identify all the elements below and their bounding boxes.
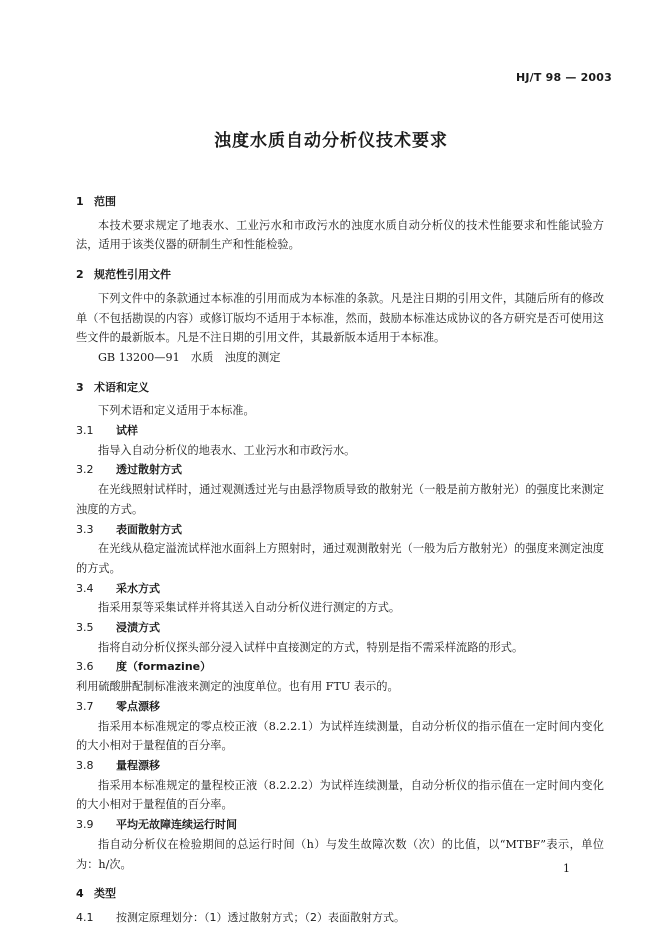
term-title: 采水方式 — [116, 581, 160, 595]
document-body — [76, 186, 604, 928]
term-definition: 利用硫酸肼配制标准液来测定的浊度单位。也有用 FTU 表示的。 — [76, 680, 399, 694]
term-number: 3.6 — [76, 660, 94, 674]
normative-reference: GB 13200—91 水质 浊度的测定 — [98, 350, 281, 364]
term-title: 透过散射方式 — [116, 463, 182, 477]
term-heading — [76, 421, 604, 441]
term-definition: 指采用泵等采集试样并将其送入自动分析仪进行测定的方式。 — [98, 601, 401, 615]
term-number: 3.3 — [76, 522, 94, 536]
term-number: 3.7 — [76, 699, 94, 713]
section-title: 规范性引用文件 — [94, 268, 171, 282]
term-definition: 指采用本标准规定的量程校正液（8.2.2.2）为试样连续测量，自动分析仪的指示值在一定时间内变化的大小相对于量程值的百分率。 — [76, 778, 604, 812]
section-3-heading — [76, 378, 604, 398]
clause-text: 按测定原理划分：（1）透过散射方式；（2）表面散射方式。 — [116, 910, 405, 924]
term-definition: 指导入自动分析仪的地表水、工业污水和市政污水。 — [98, 443, 356, 457]
section-1-heading — [76, 192, 604, 212]
term-title: 度（formazine） — [116, 660, 212, 674]
paragraph: 本技术要求规定了地表水、工业污水和市政污水的浊度水质自动分析仪的技术性能要求和性能试验方法，适用于该类仪器的研制生产和性能检验。 — [76, 218, 604, 252]
term-title: 试样 — [116, 424, 138, 438]
section-number: 2 — [76, 268, 84, 282]
term-number: 3.1 — [76, 424, 94, 438]
term-heading — [76, 697, 604, 717]
document-title: 浊度水质自动分析仪技术要求 — [214, 131, 448, 151]
term-definition: 指将自动分析仪探头部分浸入试样中直接测定的方式，特别是指不需采样流路的形式。 — [98, 640, 524, 654]
section-number: 1 — [76, 195, 84, 208]
term-number: 3.9 — [76, 818, 94, 832]
term-number: 3.2 — [76, 463, 94, 477]
clause — [76, 908, 604, 928]
term-heading — [76, 756, 604, 776]
term-heading — [76, 520, 604, 540]
term-heading — [76, 657, 604, 677]
paragraph: 下列文件中的条款通过本标准的引用而成为本标准的条款。凡是注日期的引用文件，其随后所有的修改单（不包括勘误的内容）或修订版均不适用于本标准，然而，鼓励本标准达成协议的各方研究是否可使用这些文件的最新版本。凡是不注日期的引用文件，其最新版本适用于本标准。 — [76, 291, 604, 345]
term-title: 浸渍方式 — [116, 621, 160, 635]
term-title: 平均无故障连续运行时间 — [116, 818, 237, 832]
term-title: 零点漂移 — [116, 699, 160, 713]
term-number: 3.8 — [76, 758, 94, 772]
paragraph: 下列术语和定义适用于本标准。 — [98, 404, 255, 418]
term-heading — [76, 579, 604, 599]
term-heading — [76, 460, 604, 480]
term-definition: 指自动分析仪在检验期间的总运行时间（h）与发生故障次数（次）的比值，以“MTBF”表示，单位为：h/次。 — [76, 837, 604, 871]
clause-number: 4.1 — [76, 910, 94, 924]
term-definition: 在光线照射试样时，通过观测透过光与由悬浮物质导致的散射光（一般是前方散射光）的强度比来测定浊度的方式。 — [76, 483, 604, 516]
term-heading — [76, 618, 604, 638]
term-definition: 在光线从稳定溢流试样池水面斜上方照射时，通过观测散射光（一般为后方散射光）的强度来测定浊度的方式。 — [76, 542, 604, 575]
term-title: 表面散射方式 — [116, 522, 182, 536]
term-heading — [76, 815, 604, 835]
page-number: 1 — [563, 862, 570, 875]
term-definition: 指采用本标准规定的零点校正液（8.2.2.1）为试样连续测量，自动分析仪的指示值在一定时间内变化的大小相对于量程值的百分率。 — [76, 719, 604, 753]
section-4-heading — [76, 884, 604, 904]
section-title: 术语和定义 — [94, 380, 149, 394]
term-number: 3.5 — [76, 621, 94, 635]
section-2-heading — [76, 265, 604, 285]
term-title: 量程漂移 — [116, 758, 160, 772]
section-number: 3 — [76, 380, 84, 394]
section-title: 范围 — [94, 195, 116, 208]
term-number: 3.4 — [76, 581, 94, 595]
section-number: 4 — [76, 887, 84, 901]
standard-number: HJ/T 98 — 2003 — [515, 71, 612, 84]
section-title: 类型 — [94, 887, 116, 901]
